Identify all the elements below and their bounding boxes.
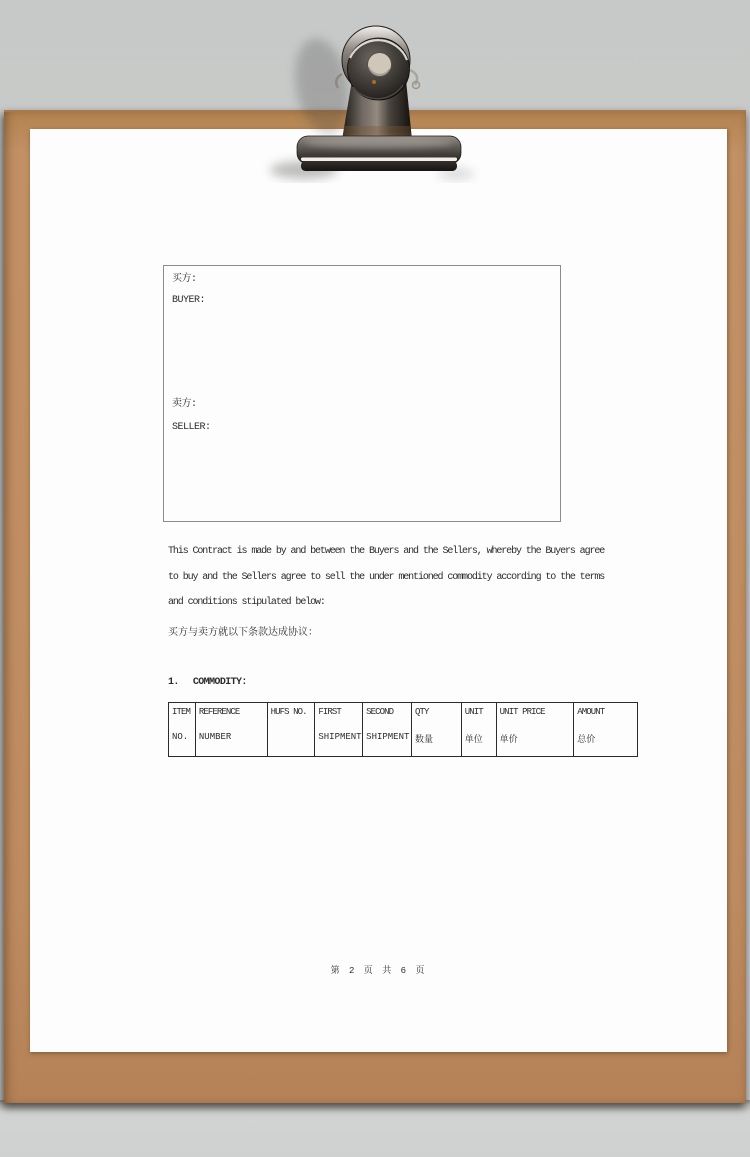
cell-line1: HUFS NO. bbox=[270, 707, 307, 717]
table-header-amount bbox=[574, 703, 637, 756]
page-footer: 第 2 页 共 6 页 bbox=[330, 966, 427, 976]
table-header-unit bbox=[462, 703, 497, 756]
table-header-first-shipment bbox=[315, 703, 363, 756]
intro-line-3: and conditions stipulated below: bbox=[168, 597, 325, 608]
table-header-hufs-no bbox=[268, 703, 316, 756]
seller-label-cn: 卖方: bbox=[172, 399, 197, 410]
binder-clip-icon bbox=[260, 8, 490, 183]
contract-page bbox=[30, 129, 727, 1052]
table-header-qty bbox=[412, 703, 462, 756]
cell-line2: NO. bbox=[172, 732, 189, 742]
cell-line2: SHIPMENT bbox=[318, 732, 362, 742]
commodity-heading bbox=[168, 677, 247, 688]
contract-intro bbox=[168, 546, 648, 648]
cell-line1: UNIT PRICE bbox=[499, 707, 545, 717]
table-header-reference-number bbox=[196, 703, 268, 756]
intro-line-2: to buy and the Sellers agree to sell the under mentioned commodity according to the terms bbox=[168, 571, 605, 583]
heading-number: 1. bbox=[168, 677, 179, 688]
cell-line1: FIRST bbox=[318, 707, 341, 717]
cell-line2: SHIPMENT bbox=[366, 732, 410, 742]
cell-line1: REFERENCE bbox=[198, 707, 240, 717]
table-header-second-shipment bbox=[363, 703, 412, 756]
buyer-label-en: BUYER: bbox=[172, 295, 206, 306]
cell-line1: ITEM bbox=[172, 707, 191, 717]
table-header-unit-price bbox=[497, 703, 575, 756]
cell-line2: 单价 bbox=[499, 735, 518, 745]
cell-line1: UNIT bbox=[464, 707, 483, 717]
intro-line-1: This Contract is made by and between the Buyers and the Sellers, whereby the Buyers agree bbox=[168, 546, 605, 557]
wall-lower-strip bbox=[0, 1100, 750, 1157]
intro-line-4: 买方与卖方就以下条款达成协议： bbox=[168, 627, 318, 639]
cell-line1: AMOUNT bbox=[577, 707, 605, 717]
parties-box bbox=[163, 265, 561, 522]
table-header-item-no bbox=[169, 703, 196, 756]
cell-line1: QTY bbox=[414, 707, 429, 717]
seller-label-en: SELLER: bbox=[172, 422, 211, 433]
cell-line2: 数量 bbox=[414, 735, 433, 745]
buyer-label-cn: 买方: bbox=[172, 274, 197, 285]
cell-line2: NUMBER bbox=[198, 732, 232, 742]
commodity-table bbox=[168, 702, 638, 757]
heading-title: COMMODITY: bbox=[192, 677, 247, 688]
cell-line2: 单位 bbox=[464, 735, 483, 745]
cell-line2: 总价 bbox=[577, 735, 596, 745]
cell-line1: SECOND bbox=[366, 707, 394, 717]
